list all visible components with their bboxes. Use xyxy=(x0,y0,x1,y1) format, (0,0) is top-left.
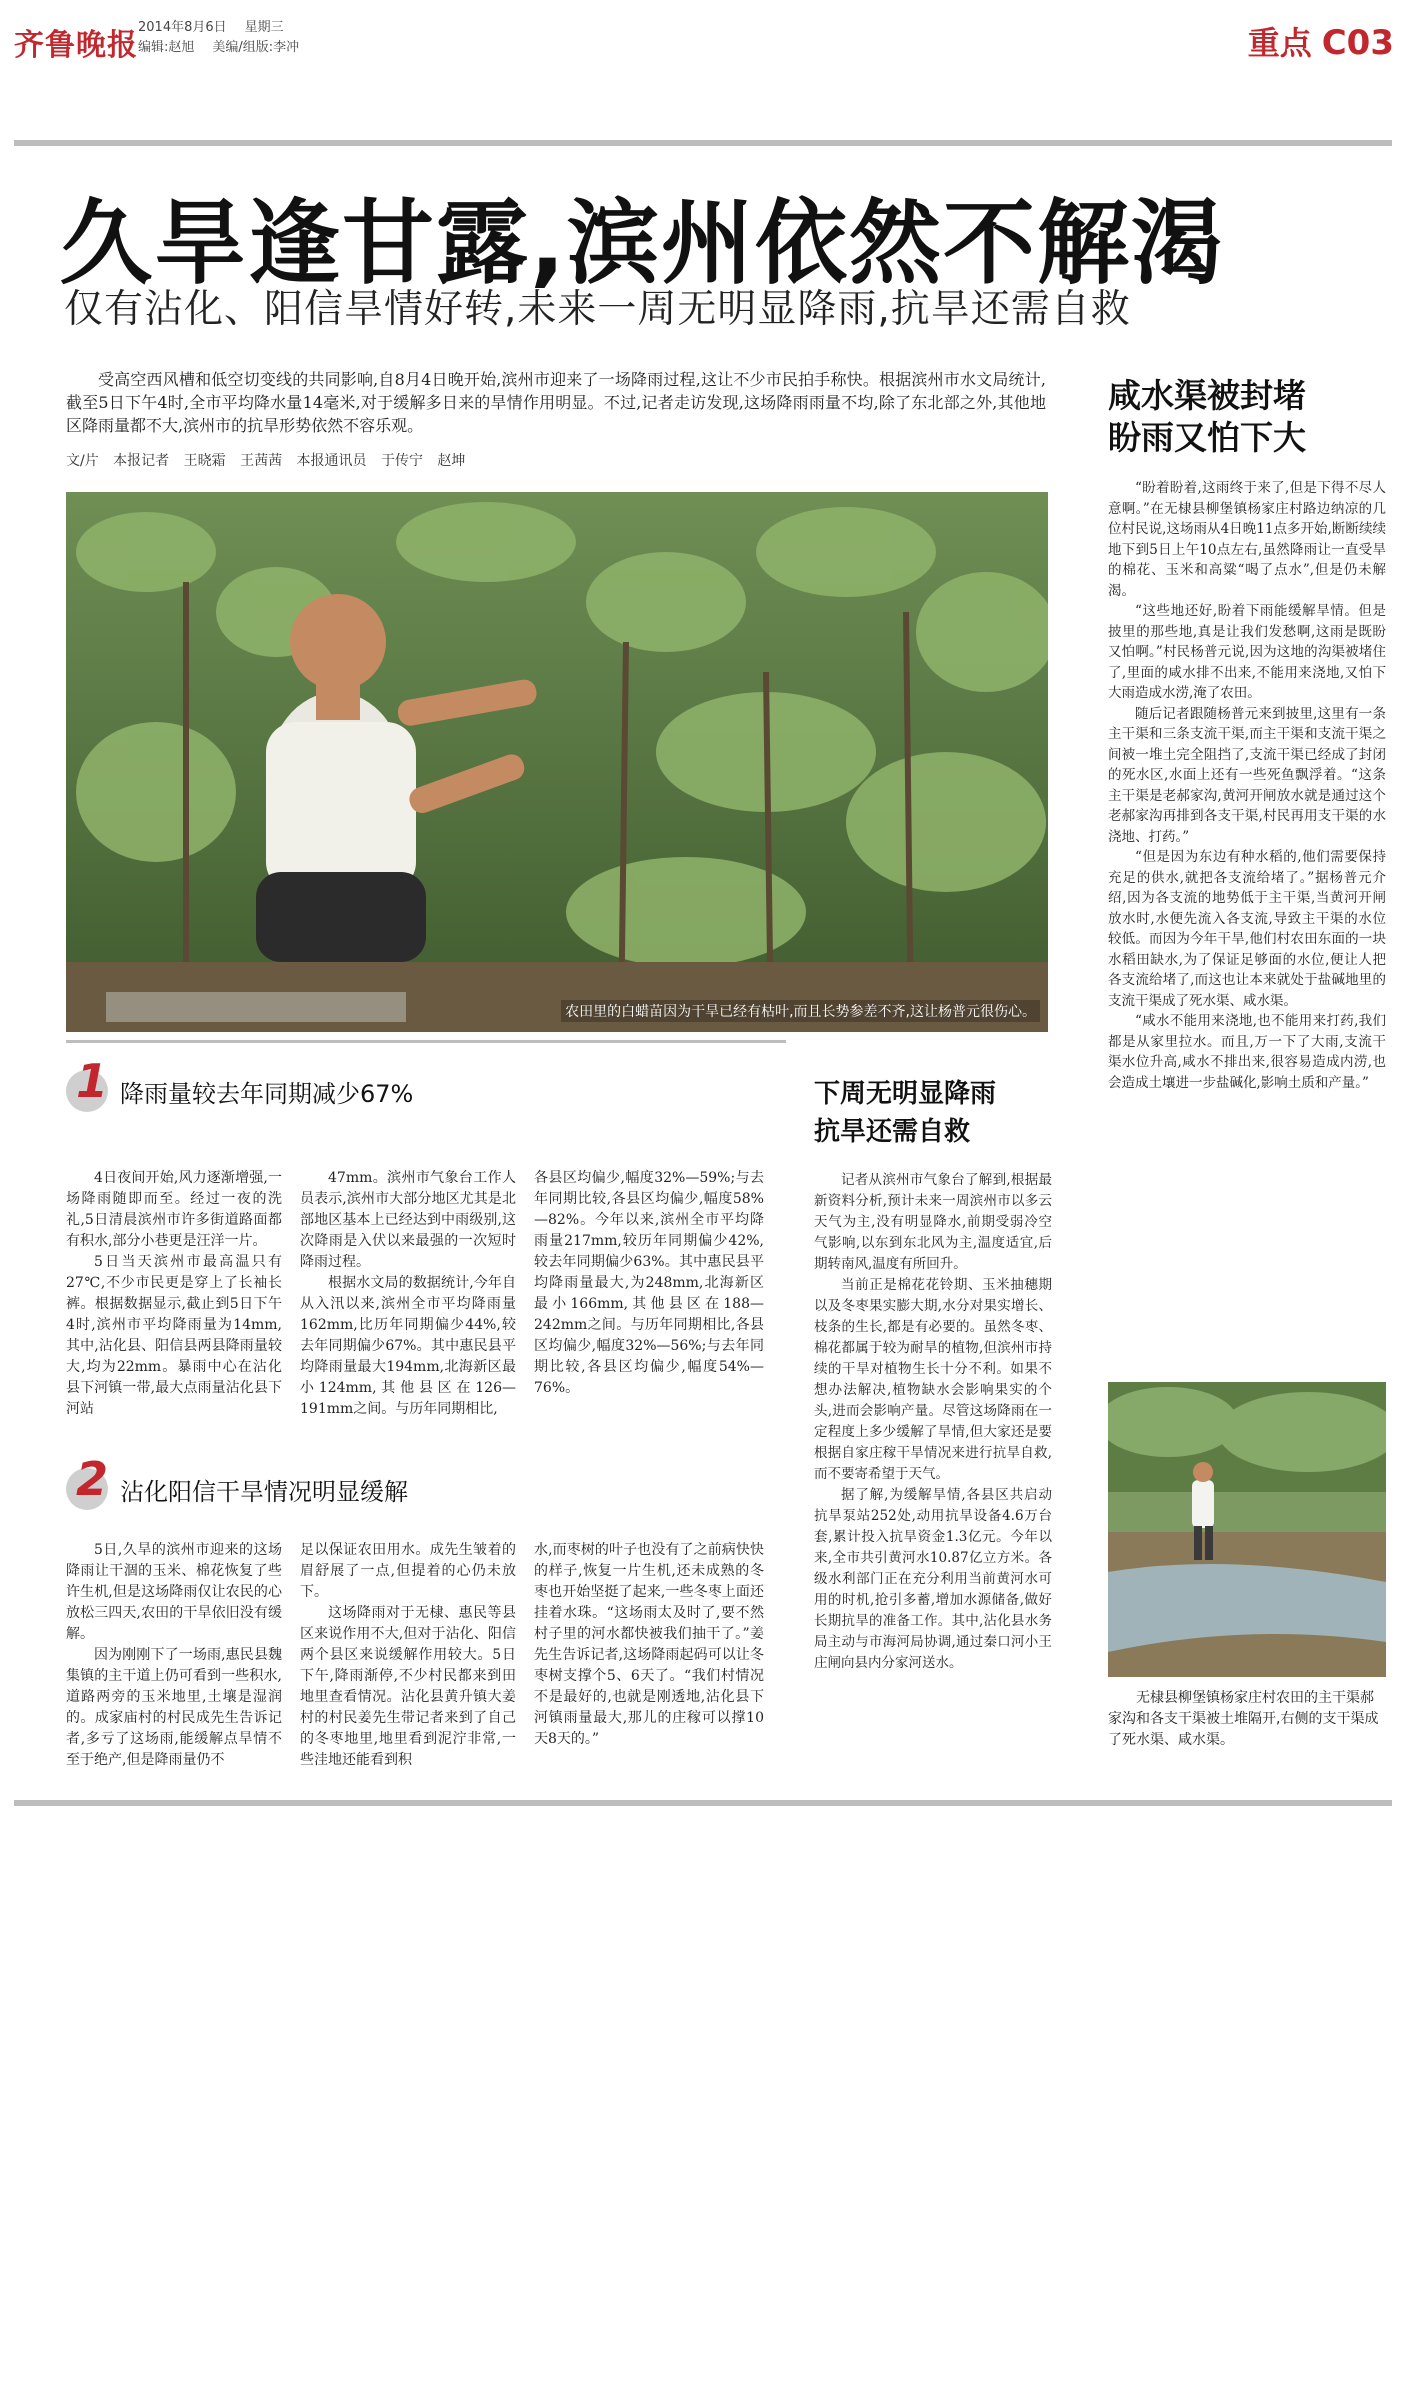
section2-column-2 xyxy=(300,1540,516,1771)
page-number: C03 xyxy=(1321,23,1394,63)
section2-paragraph: 因为刚刚下了一场雨,惠民县魏集镇的主干道上仍可看到一些积水,道路两旁的玉米地里,土壤是湿润的。成家庙村的村民成先生告诉记者,多亏了这场雨,能缓解点旱情不至于绝产,但是降雨量仍不 xyxy=(66,1647,282,1768)
side-story-title-line2: 盼雨又怕下大 xyxy=(1108,418,1306,457)
section2-column-1 xyxy=(66,1540,282,1771)
lead-paragraph: 受高空西风槽和低空切变线的共同影响,自8月4日晚开始,滨州市迎来了一场降雨过程,这让不少市民拍手称快。根据滨州市水文局统计,截至5日下午4时,全市平均降水量14毫米,对于缓解多日来的旱情作用明显。不过,记者走访发现,这场降雨雨量不均,除了东北部之外,其他地区降雨量都不大,滨州市的抗旱形势依然不容乐观。 xyxy=(66,370,1046,435)
section1-heading xyxy=(66,1054,766,1120)
section1-paragraph: 5日当天滨州市最高温只有27℃,不少市民更是穿上了长袖长裤。根据数据显示,截止到5日下午4时,滨州市平均降雨量为14mm,其中,沾化县、阳信县两县降雨量较大,均为22mm。暴雨中心在沾化县下河镇一带,最大点雨量沾化县下河站 xyxy=(66,1254,282,1417)
section2-number: 2 xyxy=(76,1452,109,1506)
mid-story-paragraph: 当前正是棉花花铃期、玉米抽穗期以及冬枣果实膨大期,水分对果实增长、枝条的生长,都是有必要的。虽然冬枣、棉花都属于较为耐旱的植物,但滨州市持续的干旱对植物生长十分不利。如果不想办法解决,植物缺水会影响果实的个头,进而会影响产量。尽管这场降雨在一定程度上多少缓解了旱情,但大家还是要根据自家庄稼干旱情况来进行抗旱自救,而不要寄希望于天气。 xyxy=(814,1277,1052,1482)
side-story-paragraph: “但是因为东边有种水稻的,他们需要保持充足的供水,就把各支流给堵了。”据杨普元介绍,因为各支流的地势低于主干渠,当黄河开闸放水时,水便先流入各支流,导致主干渠的水位较低。而因为今年干旱,他们村农田东面的一块水稻田缺水,为了保证足够面的水位,便让人把各支流给堵了,而这也让本来就处于盐碱地里的支流干渠成了死水渠、咸水渠。 xyxy=(1108,849,1386,1009)
section1-paragraph: 4日夜间开始,风力逐渐增强,一场降雨随即而至。经过一夜的洗礼,5日清晨滨州市许多街道路面都有积水,部分小巷更是汪洋一片。 xyxy=(66,1170,282,1249)
side-story-paragraph: 随后记者跟随杨普元来到披里,这里有一条主干渠和三条支流干渠,而主干渠和支流干渠之间被一堆土完全阻挡了,支流干渠已经成了封闭的死水区,水面上还有一些死鱼飘浮着。“这条主干渠是老郝家沟,黄河开闸放水就是通过这个老郝家沟再排到各支干渠,村民再用支干渠的水浇地、打药。” xyxy=(1108,705,1386,845)
section1-paragraph: 47mm。滨州市气象台工作人员表示,滨州市大部分地区尤其是北部地区基本上已经达到中雨级别,这次降雨是入伏以来最强的一次短时降雨过程。 xyxy=(300,1170,516,1270)
section2-paragraph: 水,而枣树的叶子也没有了之前病快快的样子,恢复一片生机,还未成熟的冬枣也开始坚挺了起来,一些冬枣上面还挂着水珠。“这场雨太及时了,要不然村子里的河水都快被我们抽干了。”姜先生告诉记者,这场降雨起码可以让冬枣树支撑个5、6天了。“我们村情况不是最好的,也就是刚透地,沾化县下河镇雨量最大,那儿的庄稼可以撑10天8天的。” xyxy=(534,1542,764,1747)
mid-story-title xyxy=(814,1075,1054,1151)
mid-story-paragraph: 记者从滨州市气象台了解到,根据最新资料分析,预计未来一周滨州市以多云天气为主,没有明显降水,前期受弱冷空气影响,以东到东北风为主,温度适宜,后期转南风,温度有所回升。 xyxy=(814,1172,1052,1272)
mid-rule xyxy=(66,1040,786,1043)
footer-rule xyxy=(14,1800,1392,1806)
issue-weekday: 星期三 xyxy=(244,20,284,35)
editor-credit: 编辑:赵旭 xyxy=(138,40,195,55)
section1-title: 降雨量较去年同期减少67% xyxy=(120,1080,414,1108)
section1-paragraph: 根据水文局的数据统计,今年自从入汛以来,滨州全市平均降雨量162mm,比历年同期偏少44%,较去年同期偏少67%。其中惠民县平均降雨量最大194mm,北海新区最小124mm,其他县区在126—191mm之间。与历年同期相比, xyxy=(300,1275,516,1417)
section-tag xyxy=(1248,18,1394,64)
header-rule xyxy=(14,140,1392,146)
main-photo-image xyxy=(66,492,1048,1032)
section2-title: 沾化阳信干旱情况明显缓解 xyxy=(120,1478,408,1506)
section1-paragraph: 各县区均偏少,幅度32%—59%;与去年同期比较,各县区均偏少,幅度58%—82%。今年以来,滨州全市平均降雨量217mm,较历年同期偏少42%,较去年同期偏少63%。其中惠民县平均降雨量最大,为248mm,北海新区最小166mm,其他县区在188—242mm之间。与历年同期相比,各县区均偏少,幅度32%—56%;与去年同期比较,各县区均偏少,幅度54%—76%。 xyxy=(534,1170,764,1396)
mid-story-body xyxy=(814,1170,1052,1674)
section1-column-2 xyxy=(300,1168,516,1420)
issue-meta xyxy=(138,18,317,58)
side-story-paragraph: “咸水不能用来浇地,也不能用来打药,我们都是从家里拉水。而且,万一下了大雨,支流干渠水位升高,咸水不排出来,很容易造成内涝,也会造成土壤进一步盐碱化,影响土质和产量。” xyxy=(1108,1013,1386,1091)
main-photo xyxy=(66,492,1048,1032)
byline: 文/片 本报记者 王晓霜 王茜茜 本报通讯员 于传宁 赵坤 xyxy=(66,453,466,469)
side-story-body xyxy=(1108,478,1386,1093)
side-photo-caption: 无棣县柳堡镇杨家庄村农田的主干渠郝家沟和各支干渠被土堆隔开,右侧的支干渠成了死水渠、咸水渠。 xyxy=(1108,1690,1379,1748)
section1-column-1 xyxy=(66,1168,282,1420)
section-label: 重点 xyxy=(1247,24,1312,62)
section1-column-3 xyxy=(534,1168,764,1399)
mid-story-paragraph: 据了解,为缓解旱情,各县区共启动抗旱泵站252处,动用抗旱设备4.6万台套,累计投入抗旱资金1.3亿元。今年以来,全市共引黄河水10.87亿立方米。各级水利部门正在充分利用当前黄河水可用的时机,抢引多蓄,增加水源储备,做好长期抗旱的准备工作。其中,沾化县水务局主动与市海河局协调,通过秦口河小王庄闸向县内分家河送水。 xyxy=(814,1487,1052,1671)
subhead: 仅有沾化、阳信旱情好转,未来一周无明显降雨,抗旱还需自救 xyxy=(64,287,1131,332)
section2-column-3 xyxy=(534,1540,764,1750)
masthead xyxy=(14,14,1394,74)
side-photo-image xyxy=(1108,1382,1386,1677)
mid-story-title-line1: 下周无明显降雨 xyxy=(814,1079,997,1109)
side-photo xyxy=(1108,1382,1386,1677)
side-story-title-line1: 咸水渠被封堵 xyxy=(1108,376,1306,415)
section2-heading xyxy=(66,1452,766,1518)
mid-story-title-line2: 抗旱还需自救 xyxy=(814,1117,971,1147)
issue-date: 2014年8月6日 xyxy=(138,20,227,35)
side-story-paragraph: “这些地还好,盼着下雨能缓解旱情。但是披里的那些地,真是让我们发愁啊,这雨是既盼又怕啊。”村民杨普元说,因为这地的沟渠被堵住了,里面的咸水排不出来,不能用来浇地,又怕下大雨造成水涝,淹了农田。 xyxy=(1108,603,1386,701)
section2-paragraph: 这场降雨对于无棣、惠民等县区来说作用不大,但对于沾化、阳信两个县区来说缓解作用较大。5日下午,降雨渐停,不少村民都来到田地里查看情况。沾化县黄升镇大姜村的村民姜先生带记者来到了自己的冬枣地里,地里看到泥泞非常,一些洼地还能看到积 xyxy=(300,1605,516,1768)
newspaper-logo: 齐鲁晚报 xyxy=(14,28,138,63)
headline: 久旱逢甘露,滨州依然不解渴 xyxy=(60,190,1225,297)
side-story-paragraph: “盼着盼着,这雨终于来了,但是下得不尽人意啊。”在无棣县柳堡镇杨家庄村路边纳凉的几位村民说,这场雨从4日晚11点多开始,断断续续地下到5日上午10点左右,虽然降雨让一直受旱的棉花、玉米和高粱“喝了点水”,但是仍未解渴。 xyxy=(1108,480,1386,599)
section2-paragraph: 足以保证农田用水。成先生皱着的眉舒展了一点,但提着的心仍未放下。 xyxy=(300,1542,516,1600)
section2-paragraph: 5日,久旱的滨州市迎来的这场降雨让干涸的玉米、棉花恢复了些许生机,但是这场降雨仅让农民的心放松三四天,农田的干旱依旧没有缓解。 xyxy=(66,1542,282,1642)
section1-number: 1 xyxy=(76,1054,109,1108)
side-story-title xyxy=(1108,375,1388,459)
design-credit: 美编/组版:李冲 xyxy=(212,40,300,55)
main-photo-caption: 农田里的白蜡苗因为干旱已经有枯叶,而且长势参差不齐,这让杨普元很伤心。 xyxy=(561,1000,1040,1022)
